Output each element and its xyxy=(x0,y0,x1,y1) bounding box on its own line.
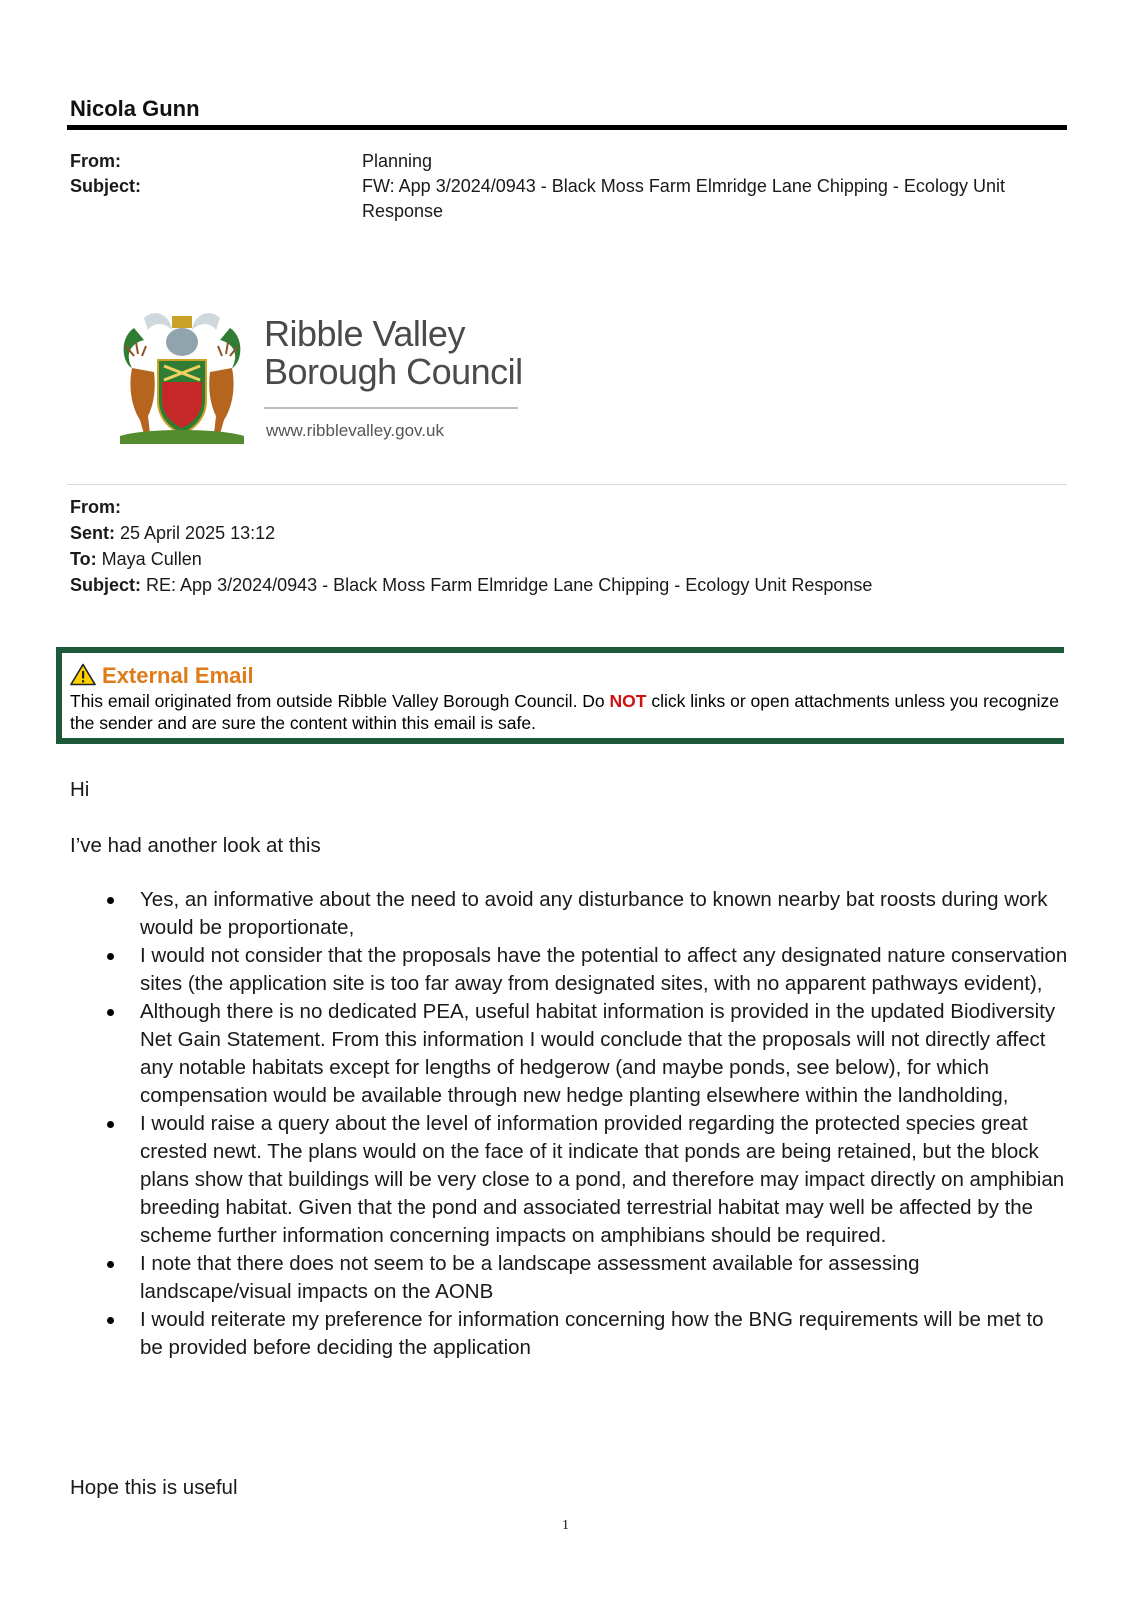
page-number: 1 xyxy=(562,1518,569,1533)
forwarded-subject-value: RE: App 3/2024/0943 - Black Moss Farm Elmridge Lane Chipping - Ecology Unit Response xyxy=(146,575,873,595)
from-value: Planning xyxy=(362,151,433,171)
subject-value: FW: App 3/2024/0943 - Black Moss Farm Elmridge Lane Chipping - Ecology Unit Response xyxy=(362,176,1005,221)
forwarded-subject-label: Subject: xyxy=(70,575,142,595)
external-email-text xyxy=(70,690,1060,734)
recipient-name: Nicola Gunn xyxy=(70,96,200,121)
logo-text-line1: Ribble Valley xyxy=(264,313,465,354)
forwarded-to-value: Maya Cullen xyxy=(101,549,202,569)
forwarded-to xyxy=(70,546,202,572)
forwarded-from xyxy=(70,494,121,520)
list-item: I would raise a query about the level of information provided regarding the protected species great crested newt. The plans would on the face of it indicate that ponds are being retained, but the block plans show that buildings will be very close to a pond, and therefore may impact directly on amphibian breeding habitat. Given that the pond and associated terrestrial habitat may well be affected by the scheme further information concerning impacts on amphibians should be required. xyxy=(100,1110,1070,1250)
logo-divider xyxy=(264,407,518,409)
closing-line: Hope this is useful xyxy=(70,1476,238,1499)
list-item: Yes, an informative about the need to avoid any disturbance to known nearby bat roosts during work would be proportionate, xyxy=(100,886,1070,942)
forwarded-sent xyxy=(70,520,275,546)
logo-url[interactable]: www.ribblevalley.gov.uk xyxy=(266,421,444,440)
list-item: I would not consider that the proposals have the potential to affect any designated nature conservation sites (the application site is too far away from designated sites, with no apparent pathways evident), xyxy=(100,942,1070,998)
warning-icon xyxy=(70,663,96,686)
intro-line: I’ve had another look at this xyxy=(70,834,321,857)
logo-text-line2: Borough Council xyxy=(264,351,523,392)
forwarded-from-label: From: xyxy=(70,497,121,517)
from-label: From: xyxy=(70,151,121,171)
list-item: I note that there does not seem to be a landscape assessment available for assessing landscape/visual impacts on the AONB xyxy=(100,1250,1070,1306)
subject-label: Subject: xyxy=(70,176,142,196)
forwarded-sent-label: Sent: xyxy=(70,523,115,543)
council-crest-icon xyxy=(114,308,250,446)
list-item: I would reiterate my preference for information concerning how the BNG requirements will be met to be provided before deciding the application xyxy=(100,1306,1070,1362)
bullet-list xyxy=(100,886,1070,1362)
forwarded-sent-value: 25 April 2025 13:12 xyxy=(120,523,276,543)
forwarded-subject xyxy=(70,572,872,598)
title-divider xyxy=(67,125,1067,130)
list-item: Although there is no dedicated PEA, useful habitat information is provided in the updated Biodiversity Net Gain Statement. From this information I would conclude that the proposals will not directly affect any notable habitats except for lengths of hedgerow (and maybe ponds, see below), for which compensation would be available through new hedge planting elsewhere within the landholding, xyxy=(100,998,1070,1110)
external-email-text-after: click links or open attachments unless you recognize the sender and are sure the content within this email is safe. xyxy=(70,691,1059,733)
external-email-title-text: External Email xyxy=(102,663,254,688)
greeting: Hi xyxy=(70,778,90,801)
external-email-title xyxy=(70,663,254,689)
section-divider xyxy=(67,484,1067,485)
external-email-emphasis: NOT xyxy=(609,691,647,711)
forwarded-to-label: To: xyxy=(70,549,97,569)
external-email-text-before: This email originated from outside Ribble Valley Borough Council. Do xyxy=(70,691,605,711)
